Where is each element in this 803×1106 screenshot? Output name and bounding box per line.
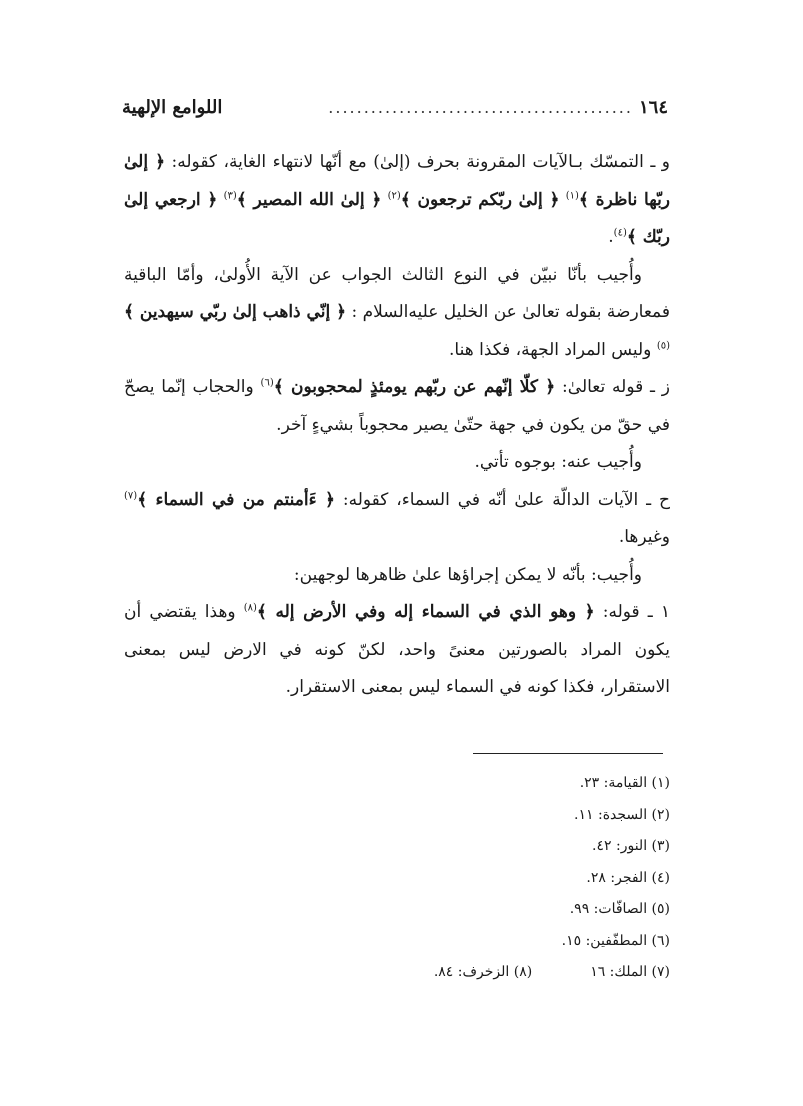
footnote: (٤) الفجر: ٢٨. (586, 869, 670, 886)
text-run: . (608, 227, 614, 247)
text-run: ح ـ الآيات الدالّة علىٰ أنّه في السماء، كقوله: (334, 489, 671, 510)
footnote-separator (473, 753, 663, 754)
footnote: (٢) السجدة: ١١. (574, 806, 670, 823)
text-run: وأُجيب: بأنّه لا يمكن إجراؤها علىٰ ظاهرها لوجهين: (293, 564, 642, 585)
footnote-ref: (٨) (243, 602, 257, 614)
footnote-ref: (٣) (223, 189, 237, 201)
quran-quote: ﴿ وهو الذي في السماء إله وفي الأرض إله ﴾ (256, 602, 595, 622)
footnote-row (124, 800, 670, 832)
footnote: (٧) الملك: ١٦ (590, 964, 670, 980)
paragraph (124, 594, 670, 707)
paragraph (124, 369, 670, 444)
footnote: (١) القيامة: ٢٣. (579, 775, 670, 791)
footnote: (٣) النور: ٤٢. (592, 838, 670, 854)
footnote-ref: (٧) (124, 489, 138, 501)
footnote: (٥) الصافّات: ٩٩. (569, 901, 670, 917)
paragraph (124, 444, 670, 482)
running-title: اللوامع الإلهية (122, 96, 223, 118)
quran-quote: ﴿ إلىٰ ربّها ناظرة ﴾ (124, 152, 671, 210)
footnote-row (124, 926, 670, 958)
quran-quote: ﴿ إلىٰ ربّكم ترجعون ﴾ (400, 189, 560, 210)
quran-quote: ﴿ كلّا إنّهم عن ربّهم يومئذٍ لمحجوبون ﴾ (273, 377, 556, 397)
footnotes (124, 768, 670, 989)
footnote-ref: (١) (565, 189, 579, 201)
text-run: وليس المراد الجهة، فكذا هنا. (449, 339, 657, 360)
paragraph (124, 144, 670, 257)
page-header (122, 92, 668, 122)
footnote: (٨) الزخرف: ٨٤. (433, 964, 533, 980)
text-run: و ـ التمسّك بـالآيات المقرونة بحرف (إلىٰ) مع أنّها لانتهاء الغاية، كقوله: (165, 152, 670, 172)
paragraph (124, 482, 670, 557)
footnote-row (124, 863, 670, 895)
text-run: ز ـ قوله تعالىٰ: (555, 377, 671, 397)
page-number: ١٦٤ (638, 96, 668, 118)
quran-quote: ﴿ ارجعي إلىٰ ربّك ﴾ (124, 189, 670, 247)
paragraph (124, 257, 670, 370)
footnote-ref: (٢) (387, 189, 401, 201)
quran-quote: ﴿ ءَأمنتم من في السماء ﴾ (137, 489, 335, 510)
quran-quote: ﴿ إنّي ذاهب إلىٰ ربّي سيهدين ﴾ (124, 302, 347, 322)
text-run: ١ ـ قوله: (594, 602, 670, 622)
footnote-row (124, 768, 670, 800)
text-run: والحجاب إنّما يصحّ في حقّ من يكون في جهة حتّىٰ يصير محجوباً بشيءٍ آخر. (124, 377, 670, 435)
quran-quote: ﴿ إلىٰ الله المصير ﴾ (236, 189, 382, 210)
text-run: وهذا يقتضي أن يكون المراد بالصورتين معنىً واحد، لكنّ كونه في الارض ليس بمعنى الاستقرار، فكذا كونه في السماء ليس بمعنى الاستقرار. (124, 602, 670, 697)
footnote-row (124, 894, 670, 926)
paragraph (124, 557, 670, 595)
footnote-row (124, 831, 670, 863)
footnote-ref: (٤) (613, 227, 627, 239)
body-text (124, 144, 670, 707)
text-run: وأُجيب عنه: بوجوه تأتي. (474, 452, 642, 472)
footnote-ref: (٥) (656, 339, 670, 351)
footnote: (٦) المطفّفين: ١٥. (561, 932, 670, 949)
text-run: وأُجيب بأنّا نبيّن في النوع الثالث الجواب عن الآية الأُولىٰ، وأمّا الباقية فمعارضة بقوله تعالىٰ عن الخليل عليه‌السلام : (124, 264, 670, 322)
header-leader-dots: ........................................... (328, 97, 633, 117)
footnote-row (124, 957, 670, 989)
text-run: وغيرها. (618, 527, 670, 547)
footnote-ref: (٦) (260, 377, 274, 389)
